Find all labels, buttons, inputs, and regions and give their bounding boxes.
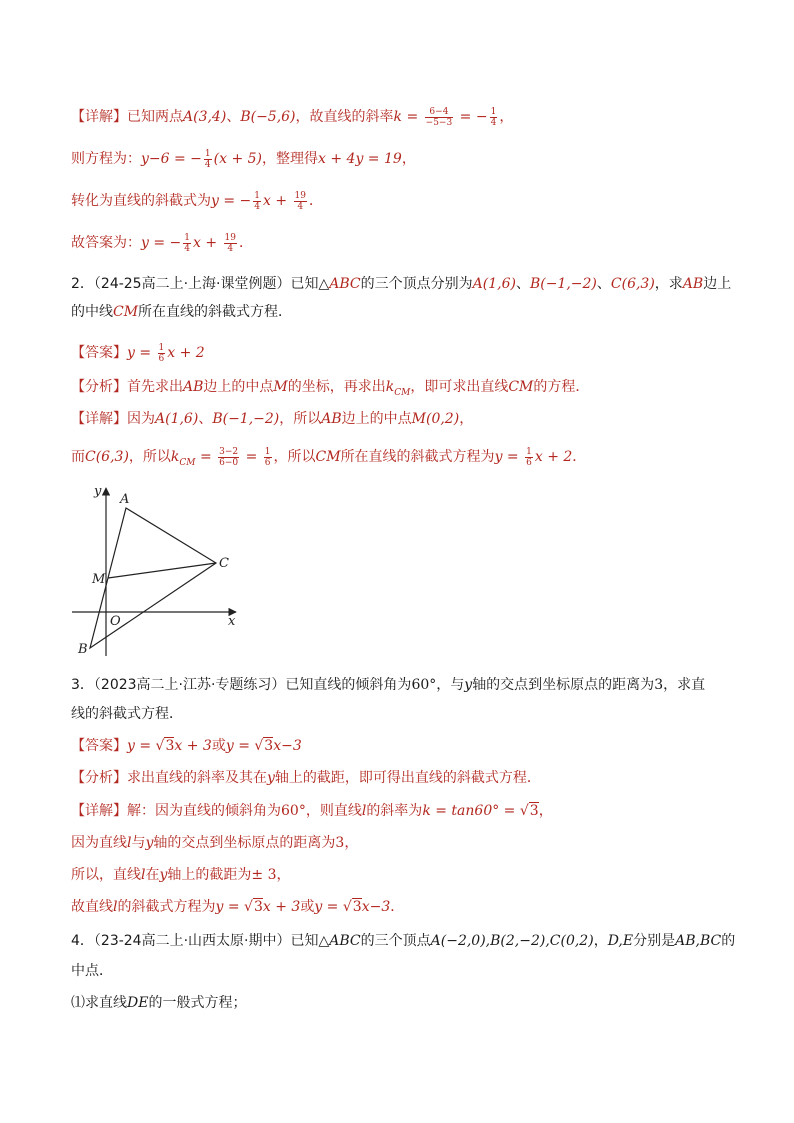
label-m: M: [92, 572, 106, 587]
label-x: x: [228, 614, 236, 629]
q2-analysis-line: 【分析】首先求出AB边上的中点M的坐标，再求出$k_{CM}$，即可求出直线CM的方程．: [71, 379, 590, 398]
q2-detail-line1: 【详解】因为A(1,6)、B(−1,−2)，所以AB边上的中点M(0,2)，: [71, 411, 474, 427]
q3-question-line2: 线的斜截式方程．: [71, 706, 183, 722]
median-cm: [108, 563, 216, 578]
fraction: $\frac{1}{6}$: [264, 446, 271, 468]
p1-detail-line2: 则方程为：y−6 = − $\frac{1}{4}$ (x + 5)，整理得x + 4y = 19，: [71, 148, 416, 170]
q3-question-line1: 3．（2023高二上·江苏·专题练习）已知直线的倾斜角为60°，与y轴的交点到坐标原点的距离为3，求直: [71, 677, 706, 693]
q2-detail-line2: 而C(6,3)，所以$k_{CM}$ = $\frac{3-2}{6-0}$ = $\frac{1}{6}$ ，所以CM所在直线的斜截式方程为y = $\frac{1}{6}$ x + 2．: [71, 446, 587, 468]
fraction: $\frac{3-2}{6-0}$: [219, 446, 239, 468]
q3-analysis-line: 【分析】求出直线的斜率及其在y轴上的截距，即可得出直线的斜截式方程．: [71, 770, 541, 786]
q3-detail-line4: 故直线l的斜截式方程为y = √3x + 3或y = √3x−3．: [71, 899, 405, 915]
triangle-figure: [72, 478, 252, 660]
fraction: $\frac{1}{4}$: [184, 232, 191, 254]
fraction: $\frac{1}{4}$: [490, 106, 497, 128]
q2-question-line1: 2．（24-25高二上·上海·课堂例题）已知△ABC的三个顶点分别为A(1,6)、B(−1,−2)、C(6,3)，求AB边上: [71, 276, 732, 292]
fraction: $\frac{1}{6}$: [158, 342, 165, 364]
q4-question-line2: 中点．: [71, 963, 113, 979]
q3-detail-line2: 因为直线l与y轴的交点到坐标原点的距离为3，: [71, 835, 359, 851]
label-c: C: [219, 556, 229, 571]
p1-detail-line1: 【详解】已知两点A(3,4)、B(−5,6)，故直线的斜率k = $\frac{6-4}{-5-3}$ = − $\frac{1}{4}$ ，: [71, 106, 514, 128]
q3-detail-line1: 【详解】解：因为直线的倾斜角为60°，则直线l的斜率为k = tan60° = √3，: [71, 803, 553, 819]
p1-answer-line: 故答案为：y = − $\frac{1}{4}$ x + $\frac{19}{4}$ ．: [71, 232, 253, 254]
label-y: y: [94, 484, 102, 499]
label-a: A: [120, 492, 130, 507]
p1-detail-line3: 转化为直线的斜截式为y = − $\frac{1}{4}$ x + $\frac{19}{4}$ ．: [71, 190, 323, 212]
q3-answer-line: 【答案】y = √3x + 3或y = √3x−3: [71, 738, 302, 754]
fraction: $\frac{19}{4}$: [294, 190, 306, 212]
label-o: O: [110, 614, 121, 629]
q2-question-line2: 的中线CM所在直线的斜截式方程．: [71, 304, 293, 320]
q4-question-line3: ⑴求直线DE的一般式方程；: [71, 995, 247, 1011]
q3-detail-line3: 所以，直线l在y轴上的截距为± 3，: [71, 867, 291, 883]
label-b: B: [78, 642, 88, 657]
fraction: $\frac{1}{6}$: [526, 446, 532, 468]
q4-question-line1: 4．（23-24高二上·山西太原·期中）已知△ABC的三个顶点A(−2,0),B(2,−2),C(0,2)，D,E分别是AB,BC的: [71, 933, 736, 949]
fraction: $\frac{1}{4}$: [254, 190, 261, 212]
fraction: $\frac{1}{4}$: [204, 148, 211, 170]
q2-answer-line: 【答案】y = $\frac{1}{6}$ x + 2: [71, 342, 205, 364]
fraction: $\frac{6-4}{-5-3}$: [425, 106, 453, 128]
fraction: $\frac{19}{4}$: [224, 232, 236, 254]
